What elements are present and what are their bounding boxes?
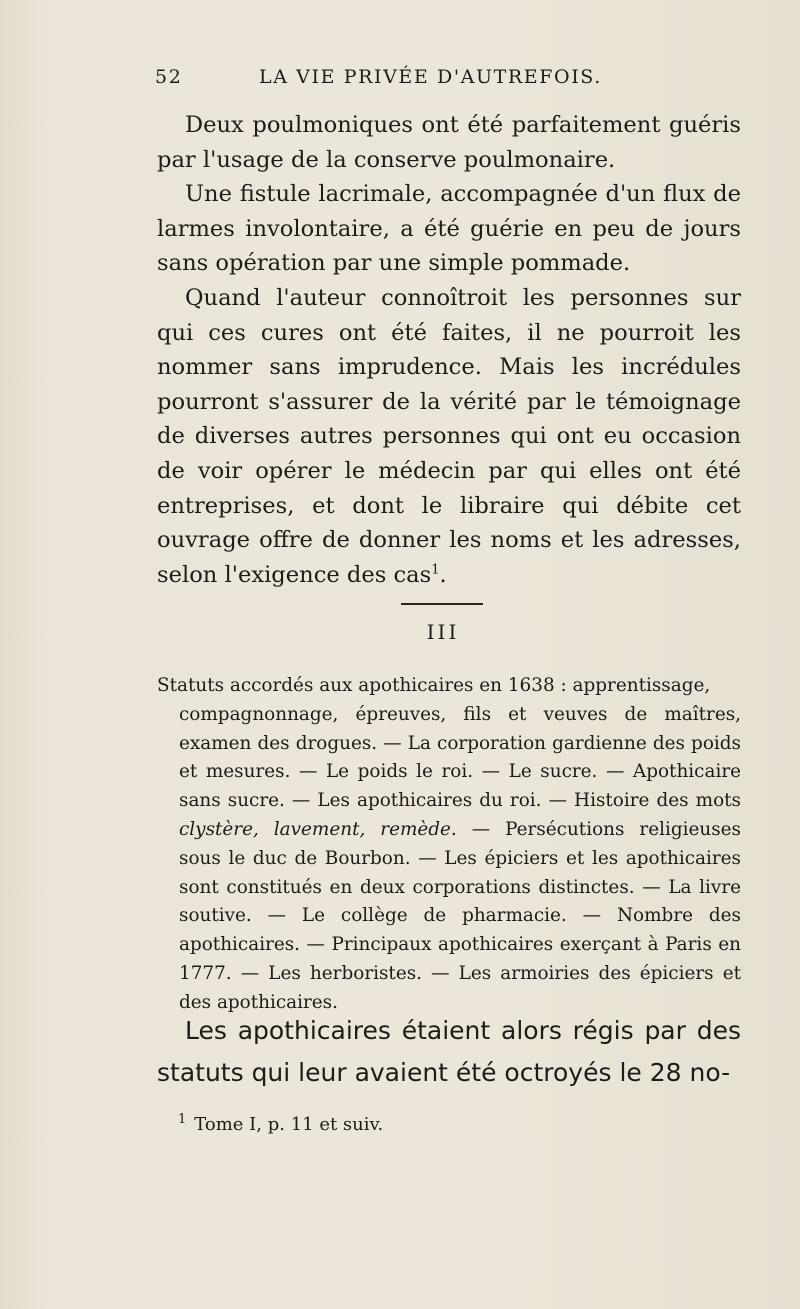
section-summary xyxy=(157,672,741,1018)
paragraph-auteur xyxy=(157,281,741,592)
section-opening-text: Les apothicaires étaient alors régis par des statuts qui leur avaient été octroyés le 28 no- xyxy=(157,1016,741,1087)
running-title: LA VIE PRIVÉE D'AUTREFOIS. xyxy=(259,66,602,88)
paragraph-poulmoniques: Deux poulmoniques ont été parfaitement guéris par l'usage de la conserve poulmonaire. xyxy=(157,112,741,173)
summary-first-line: Statuts accordés aux apothicaires en 1638 : apprentissage, xyxy=(157,675,711,696)
summary-body xyxy=(157,701,741,1018)
footnote-text: Tome I, p. 11 et suiv. xyxy=(194,1114,384,1135)
section-numeral: III xyxy=(426,620,460,644)
summary-part-2: — Persécutions religieuses sous le duc de Bourbon. — Les épiciers et les apothicaires sont constitués en deux corporations distinctes. — La livre soutive. — Le collège de pharmacie. — Nombre des apothicaires. — Principaux apothicaires exerçant à Paris en 1777. — Les herboristes. — Les armoiries des épiciers et des apothicaires. xyxy=(179,818,741,1013)
summary-part-1: compagnonnage, épreuves, fils et veuves de maîtres, examen des drogues. — La corporation gardienne des poids et mesures. — Le poids le roi. — Le sucre. — Apothicaire sans sucre. — Les apothicaires du roi. — Histoire des mots xyxy=(179,703,741,812)
summary-italic-words: clystère, lavement, remède. xyxy=(179,818,457,840)
footnote-reference: 1 xyxy=(431,562,440,578)
section-divider xyxy=(401,603,483,605)
body-text xyxy=(157,108,741,592)
footnote xyxy=(178,1112,738,1135)
paragraph-auteur-end: . xyxy=(439,561,447,588)
paragraph-auteur-text: Quand l'auteur connoîtroit les personnes sur qui ces cures ont été faites, il ne pourroit les nommer sans imprudence. Mais les incrédules pourront s'assurer de la vérité par le témoignage de diverses autres personnes qui ont eu occasion de voir opérer le médecin par qui elles ont été entreprises, et dont le libraire qui débite cet ouvrage offre de donner les noms et les adresses, selon l'exigence des cas xyxy=(157,284,741,588)
footnote-mark: 1 xyxy=(178,1112,187,1127)
paragraph-fistule: Une fistule lacrimale, accompagnée d'un flux de larmes involontaire, a été guérie en peu de jours sans opération par une simple pommade. xyxy=(157,181,741,277)
page-number: 52 xyxy=(155,66,183,88)
running-header xyxy=(155,66,643,94)
